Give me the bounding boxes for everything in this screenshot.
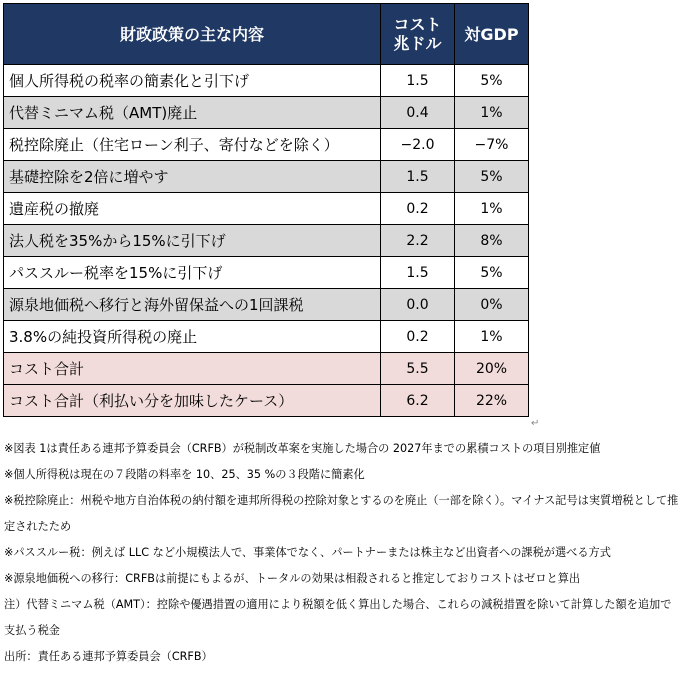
total-cost: 5.5	[381, 353, 455, 385]
row-item: 代替ミニマム税（AMT)廃止	[4, 97, 381, 129]
table-header-row	[4, 4, 529, 65]
row-gdp: 5%	[455, 65, 529, 97]
footnotes	[4, 436, 680, 670]
row-item: 税控除廃止（住宅ローン利子、寄付などを除く）	[4, 129, 381, 161]
row-item: パススルー税率を15%に引下げ	[4, 257, 381, 289]
total-item: コスト合計	[4, 353, 381, 385]
note-source: 出所：責任ある連邦予算委員会（CRFB）	[4, 650, 213, 663]
paragraph-return-mark: ↵	[531, 418, 540, 429]
row-cost: 0.2	[381, 193, 455, 225]
table-row	[4, 129, 529, 161]
total-with-interest-row	[4, 385, 529, 417]
row-cost: −2.0	[381, 129, 455, 161]
row-gdp: 5%	[455, 257, 529, 289]
note-amt: 注）代替ミニマム税（AMT）：控除や優遇措置の適用により税額を低く算出した場合、これらの減税措置を除いて計算した額を追加で支払う税金	[4, 598, 672, 637]
row-item: 法人税を35%から15%に引下げ	[4, 225, 381, 257]
row-cost: 1.5	[381, 257, 455, 289]
table-row	[4, 321, 529, 353]
row-gdp: 1%	[455, 97, 529, 129]
table-row	[4, 257, 529, 289]
row-item: 源泉地価税へ移行と海外留保益への1回課税	[4, 289, 381, 321]
total-interest-gdp: 22%	[455, 385, 529, 417]
note-income-tax: ※個人所得税は現在の７段階の料率を 10、25、35 %の３段階に簡素化	[4, 468, 365, 481]
table-row	[4, 161, 529, 193]
table-row	[4, 65, 529, 97]
total-row	[4, 353, 529, 385]
row-gdp: 8%	[455, 225, 529, 257]
total-interest-item: コスト合計（利払い分を加味したケース）	[4, 385, 381, 417]
row-cost: 0.2	[381, 321, 455, 353]
row-gdp: 1%	[455, 193, 529, 225]
tax-policy-table	[3, 3, 529, 417]
row-gdp: 0%	[455, 289, 529, 321]
header-gdp: 対GDP	[455, 4, 529, 65]
row-gdp: −7%	[455, 129, 529, 161]
total-gdp: 20%	[455, 353, 529, 385]
header-cost	[381, 4, 455, 65]
table-row	[4, 225, 529, 257]
table-row	[4, 289, 529, 321]
row-cost: 2.2	[381, 225, 455, 257]
table-row	[4, 193, 529, 225]
note-territorial-tax: ※源泉地価税への移行：CRFBは前提にもよるが、トータルの効果は相殺されると推定しておりコストはゼロと算出	[4, 572, 581, 585]
row-item: 個人所得税の税率の簡素化と引下げ	[4, 65, 381, 97]
row-gdp: 5%	[455, 161, 529, 193]
row-item: 基礎控除を2倍に増やす	[4, 161, 381, 193]
row-item: 3.8%の純投資所得税の廃止	[4, 321, 381, 353]
total-interest-cost: 6.2	[381, 385, 455, 417]
header-cost-label: コスト 兆ドル	[393, 15, 442, 53]
header-item: 財政政策の主な内容	[4, 4, 381, 65]
note-deduction: ※税控除廃止：州税や地方自治体税の納付額を連邦所得税の控除対象とするのを廃止（一部を除く）。マイナス記号は実質増税として推定されたため	[4, 494, 679, 533]
row-gdp: 1%	[455, 321, 529, 353]
row-item: 遺産税の撤廃	[4, 193, 381, 225]
row-cost: 0.0	[381, 289, 455, 321]
row-cost: 0.4	[381, 97, 455, 129]
row-cost: 1.5	[381, 161, 455, 193]
table-row	[4, 97, 529, 129]
note-source-estimate: ※図表 1は責任ある連邦予算委員会（CRFB）が税制改革案を実施した場合の 2027年までの累積コストの項目別推定値	[4, 442, 601, 455]
row-cost: 1.5	[381, 65, 455, 97]
note-pass-through: ※パススルー税：例えば LLC など小規模法人で、事業体でなく、パートナーまたは株主など出資者への課税が選べる方式	[4, 546, 611, 559]
